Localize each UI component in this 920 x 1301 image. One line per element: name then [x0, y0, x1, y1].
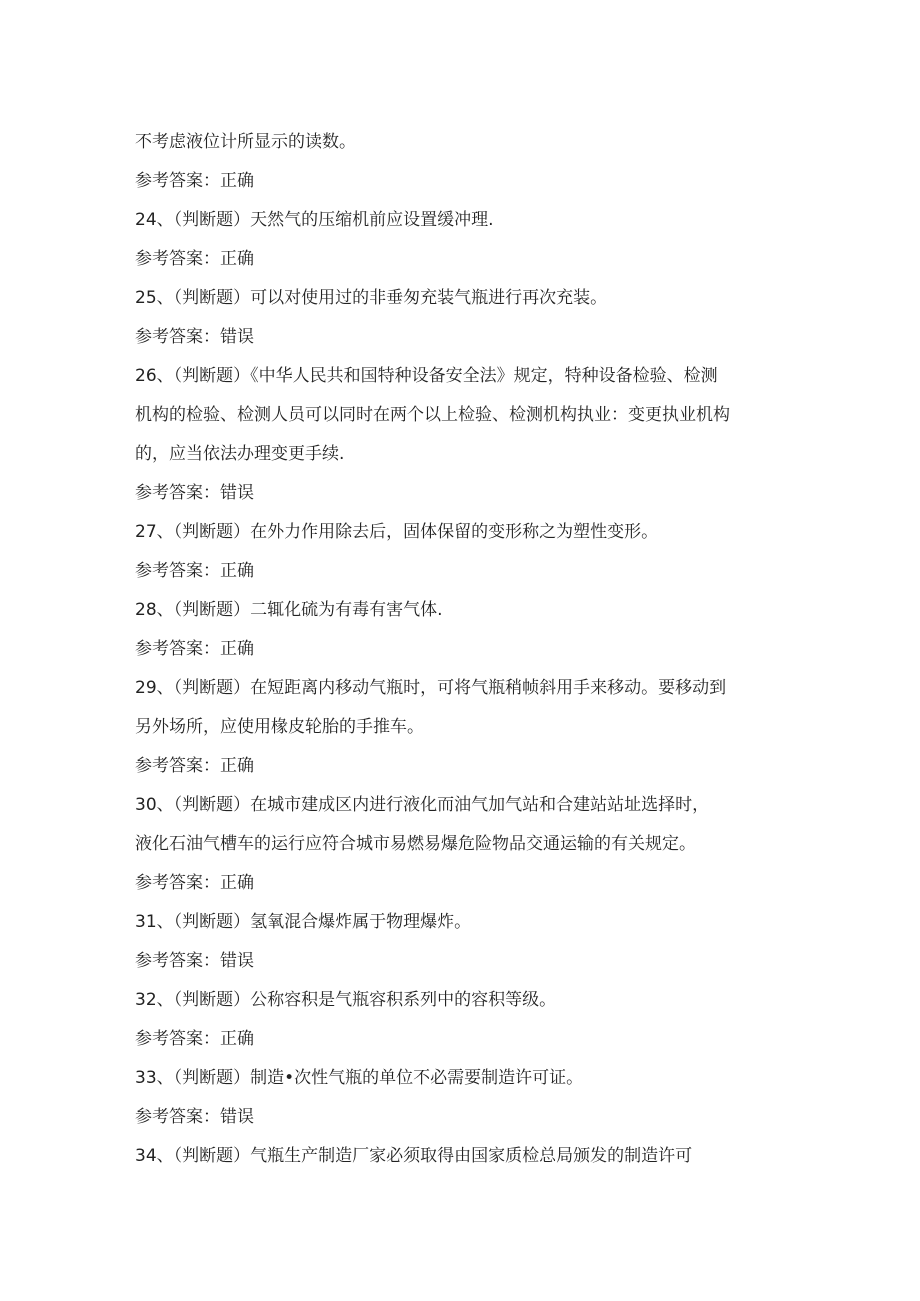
question-line: 30、（判断题）在城市建成区内进行液化而油气加气站和合建站站址选择时，: [135, 795, 710, 815]
question-item: [135, 279, 785, 357]
answer-text: 参考答案：正确: [135, 561, 254, 581]
question-line: 34、（判断题）气瓶生产制造厂家必须取得由国家质检总局颁发的制造许可: [135, 1146, 693, 1166]
answer-text: 参考答案：错误: [135, 483, 254, 503]
question-item: [135, 1059, 785, 1137]
question-line: 另外场所，应使用椽皮轮胎的手推车。: [135, 717, 424, 737]
question-list: [135, 123, 785, 1176]
answer-text: 参考答案：错误: [135, 1107, 254, 1127]
question-line: 28、（判断题）二辄化硫为有毒有害气体.: [135, 600, 443, 620]
question-line: 33、（判断题）制造•次性气瓶的单位不必需要制造许可证。: [135, 1068, 584, 1088]
question-line: 29、（判断题）在短距离内移动气瓶时，可将气瓶稍帧斜用手来移动。要移动到: [135, 678, 727, 698]
question-item: [135, 591, 785, 669]
question-line: 24、（判断题）天然气的压缩机前应设置缓冲理.: [135, 210, 494, 230]
question-item: [135, 903, 785, 981]
question-line: 25、（判断题）可以对使用过的非垂匆充装气瓶进行再次充装。: [135, 288, 608, 308]
question-line: 27、（判断题）在外力作用除去后，固体保留的变形称之为塑性变形。: [135, 522, 659, 542]
question-item: [135, 786, 785, 903]
answer-text: 参考答案：正确: [135, 639, 254, 659]
question-item: [135, 357, 785, 513]
question-line: 31、（判断题）氢氧混合爆炸属于物理爆炸。: [135, 912, 472, 932]
answer-text: 参考答案：正确: [135, 873, 254, 893]
question-item: [135, 1137, 785, 1176]
question-line: 的，应当依法办理变更手续.: [135, 444, 345, 464]
question-line: 26、（判断题）《中华人民共和国特种设备安全法》规定，特种设备检验、检测: [135, 366, 718, 386]
question-line: 机构的检验、检测人员可以同时在两个以上检验、检测机构执业：变更执业机构: [135, 405, 730, 425]
question-line: 液化石油气槽车的运行应符合城市易燃易爆危险物品交通运输的有关规定。: [135, 834, 696, 854]
answer-text: 参考答案：正确: [135, 1029, 254, 1049]
answer-text: 参考答案：错误: [135, 951, 254, 971]
question-line: 32、（判断题）公称容积是气瓶容积系列中的容积等级。: [135, 990, 557, 1010]
answer-text: 参考答案：错误: [135, 327, 254, 347]
question-item: [135, 981, 785, 1059]
question-items: [135, 201, 785, 1176]
answer-text: 参考答案：正确: [135, 249, 254, 269]
answer-text: 参考答案：正确: [135, 756, 254, 776]
question-item: [135, 513, 785, 591]
question-continuation-text: 不考虑液位计所显示的读数。: [135, 132, 356, 152]
question-item: [135, 201, 785, 279]
answer-text: 参考答案：正确: [135, 171, 254, 191]
question-item: [135, 669, 785, 786]
